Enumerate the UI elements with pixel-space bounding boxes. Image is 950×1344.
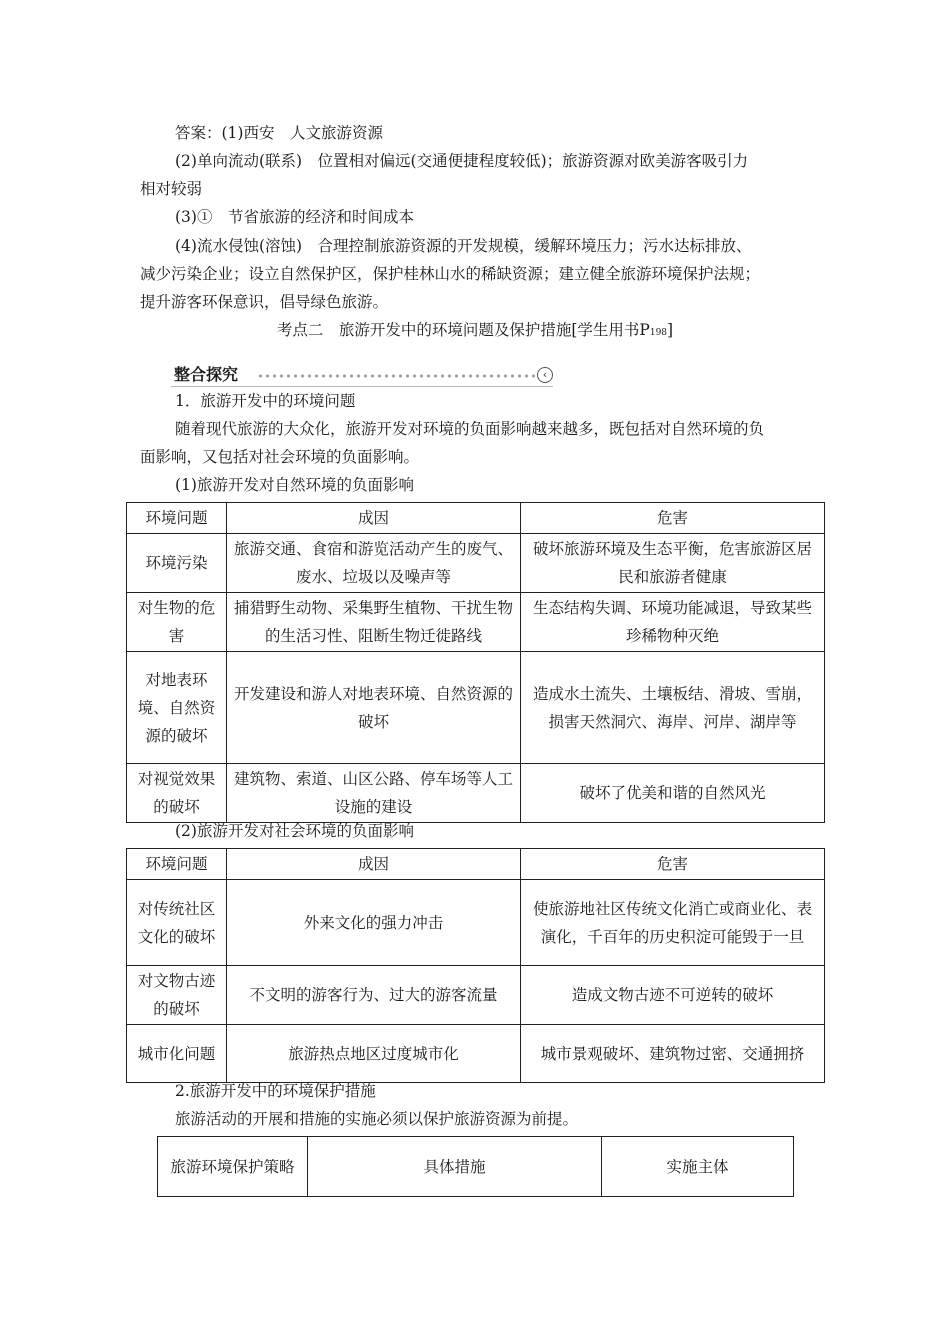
table-cell: 城市化问题 <box>127 1025 227 1083</box>
section-page-number: 198 <box>649 328 668 338</box>
heading-divider <box>171 386 553 387</box>
part1-subtitle-1: (1)旅游开发对自然环境的负面影响 <box>175 476 414 494</box>
header-cell: 旅游环境保护策略 <box>158 1137 308 1197</box>
answer-line-2: (2)单向流动(联系) 位置相对偏远(交通便捷程度较低)；旅游资源对欧美游客吸引力 <box>175 152 749 170</box>
table-row <box>127 880 825 966</box>
table-cell: 外来文化的强力冲击 <box>227 880 521 966</box>
header-cell: 危害 <box>521 849 825 880</box>
answer-line-5: (4)流水侵蚀(溶蚀) 合理控制旅游资源的开发规模，缓解环境压力；污水达标排放、 <box>175 237 752 255</box>
header-cell: 危害 <box>521 503 825 534</box>
table-cell: 造成文物古迹不可逆转的破坏 <box>521 966 825 1025</box>
table-cell: 捕猎野生动物、采集野生植物、干扰生物的生活习性、阻断生物迁徙路线 <box>227 593 521 652</box>
table-row <box>127 966 825 1025</box>
table-header-row <box>127 503 825 534</box>
section-title: 考点二 旅游开发中的环境问题及保护措施[学生用书P198] <box>276 321 674 339</box>
part1-intro-line-2: 面影响，又包括对社会环境的负面影响。 <box>140 448 420 466</box>
header-cell: 环境问题 <box>127 503 227 534</box>
table-row <box>127 593 825 652</box>
answer-line-4: (3)① 节省旅游的经济和时间成本 <box>175 208 414 226</box>
table-row <box>127 652 825 764</box>
table-cell: 城市景观破坏、建筑物过密、交通拥挤 <box>521 1025 825 1083</box>
arrow-circle-icon: ‹ <box>537 367 553 383</box>
table-cell: 破坏了优美和谐的自然风光 <box>521 764 825 823</box>
answer-line-7: 提升游客环保意识，倡导绿色旅游。 <box>140 293 389 311</box>
header-cell: 具体措施 <box>308 1137 602 1197</box>
table-row <box>127 1025 825 1083</box>
table-cell: 对传统社区文化的破坏 <box>127 880 227 966</box>
table-cell: 生态结构失调、环境功能减退，导致某些珍稀物种灭绝 <box>521 593 825 652</box>
part1-title: 1．旅游开发中的环境问题 <box>175 392 356 410</box>
part1-subtitle-2: (2)旅游开发对社会环境的负面影响 <box>175 822 414 840</box>
dotted-rule <box>257 374 537 378</box>
section-heading-banner <box>171 364 561 388</box>
answer-line-3: 相对较弱 <box>140 180 203 198</box>
answer-line-6: 减少污染企业；设立自然保护区，保护桂林山水的稀缺资源；建立健全旅游环境保护法规； <box>140 265 761 283</box>
table-cell: 对视觉效果的破坏 <box>127 764 227 823</box>
table-cell: 对地表环境、自然资源的破坏 <box>127 652 227 764</box>
natural-impact-table <box>126 502 825 823</box>
answer-line-1: 答案：(1)西安 人文旅游资源 <box>175 124 383 142</box>
table-cell: 环境污染 <box>127 534 227 593</box>
social-impact-table <box>126 848 825 1083</box>
heading-text: 整合探究 <box>174 365 239 384</box>
table-header-row <box>158 1137 794 1197</box>
table-cell: 旅游交通、食宿和游览活动产生的废气、废水、垃圾以及噪声等 <box>227 534 521 593</box>
table-row <box>127 534 825 593</box>
header-cell: 实施主体 <box>602 1137 794 1197</box>
table-cell: 建筑物、索道、山区公路、停车场等人工设施的建设 <box>227 764 521 823</box>
table-cell: 旅游热点地区过度城市化 <box>227 1025 521 1083</box>
table-header-row <box>127 849 825 880</box>
table-cell: 破坏旅游环境及生态平衡，危害旅游区居民和旅游者健康 <box>521 534 825 593</box>
part1-intro-line-1: 随着现代旅游的大众化，旅游开发对环境的负面影响越来越多，既包括对自然环境的负 <box>175 420 765 438</box>
header-cell: 环境问题 <box>127 849 227 880</box>
table-cell: 不文明的游客行为、过大的游客流量 <box>227 966 521 1025</box>
protection-measures-table <box>157 1136 794 1197</box>
table-cell: 开发建设和游人对地表环境、自然资源的破坏 <box>227 652 521 764</box>
table-cell: 使旅游地社区传统文化消亡或商业化、表演化，千百年的历史积淀可能毁于一旦 <box>521 880 825 966</box>
table-row <box>127 764 825 823</box>
part2-intro: 旅游活动的开展和措施的实施必须以保护旅游资源为前提。 <box>175 1110 579 1128</box>
part2-title: 2.旅游开发中的环境保护措施 <box>175 1082 376 1100</box>
header-cell: 成因 <box>227 849 521 880</box>
table-cell: 对生物的危害 <box>127 593 227 652</box>
table-cell: 对文物古迹的破坏 <box>127 966 227 1025</box>
header-cell: 成因 <box>227 503 521 534</box>
table-cell: 造成水土流失、土壤板结、滑坡、雪崩，损害天然洞穴、海岸、河岸、湖岸等 <box>521 652 825 764</box>
